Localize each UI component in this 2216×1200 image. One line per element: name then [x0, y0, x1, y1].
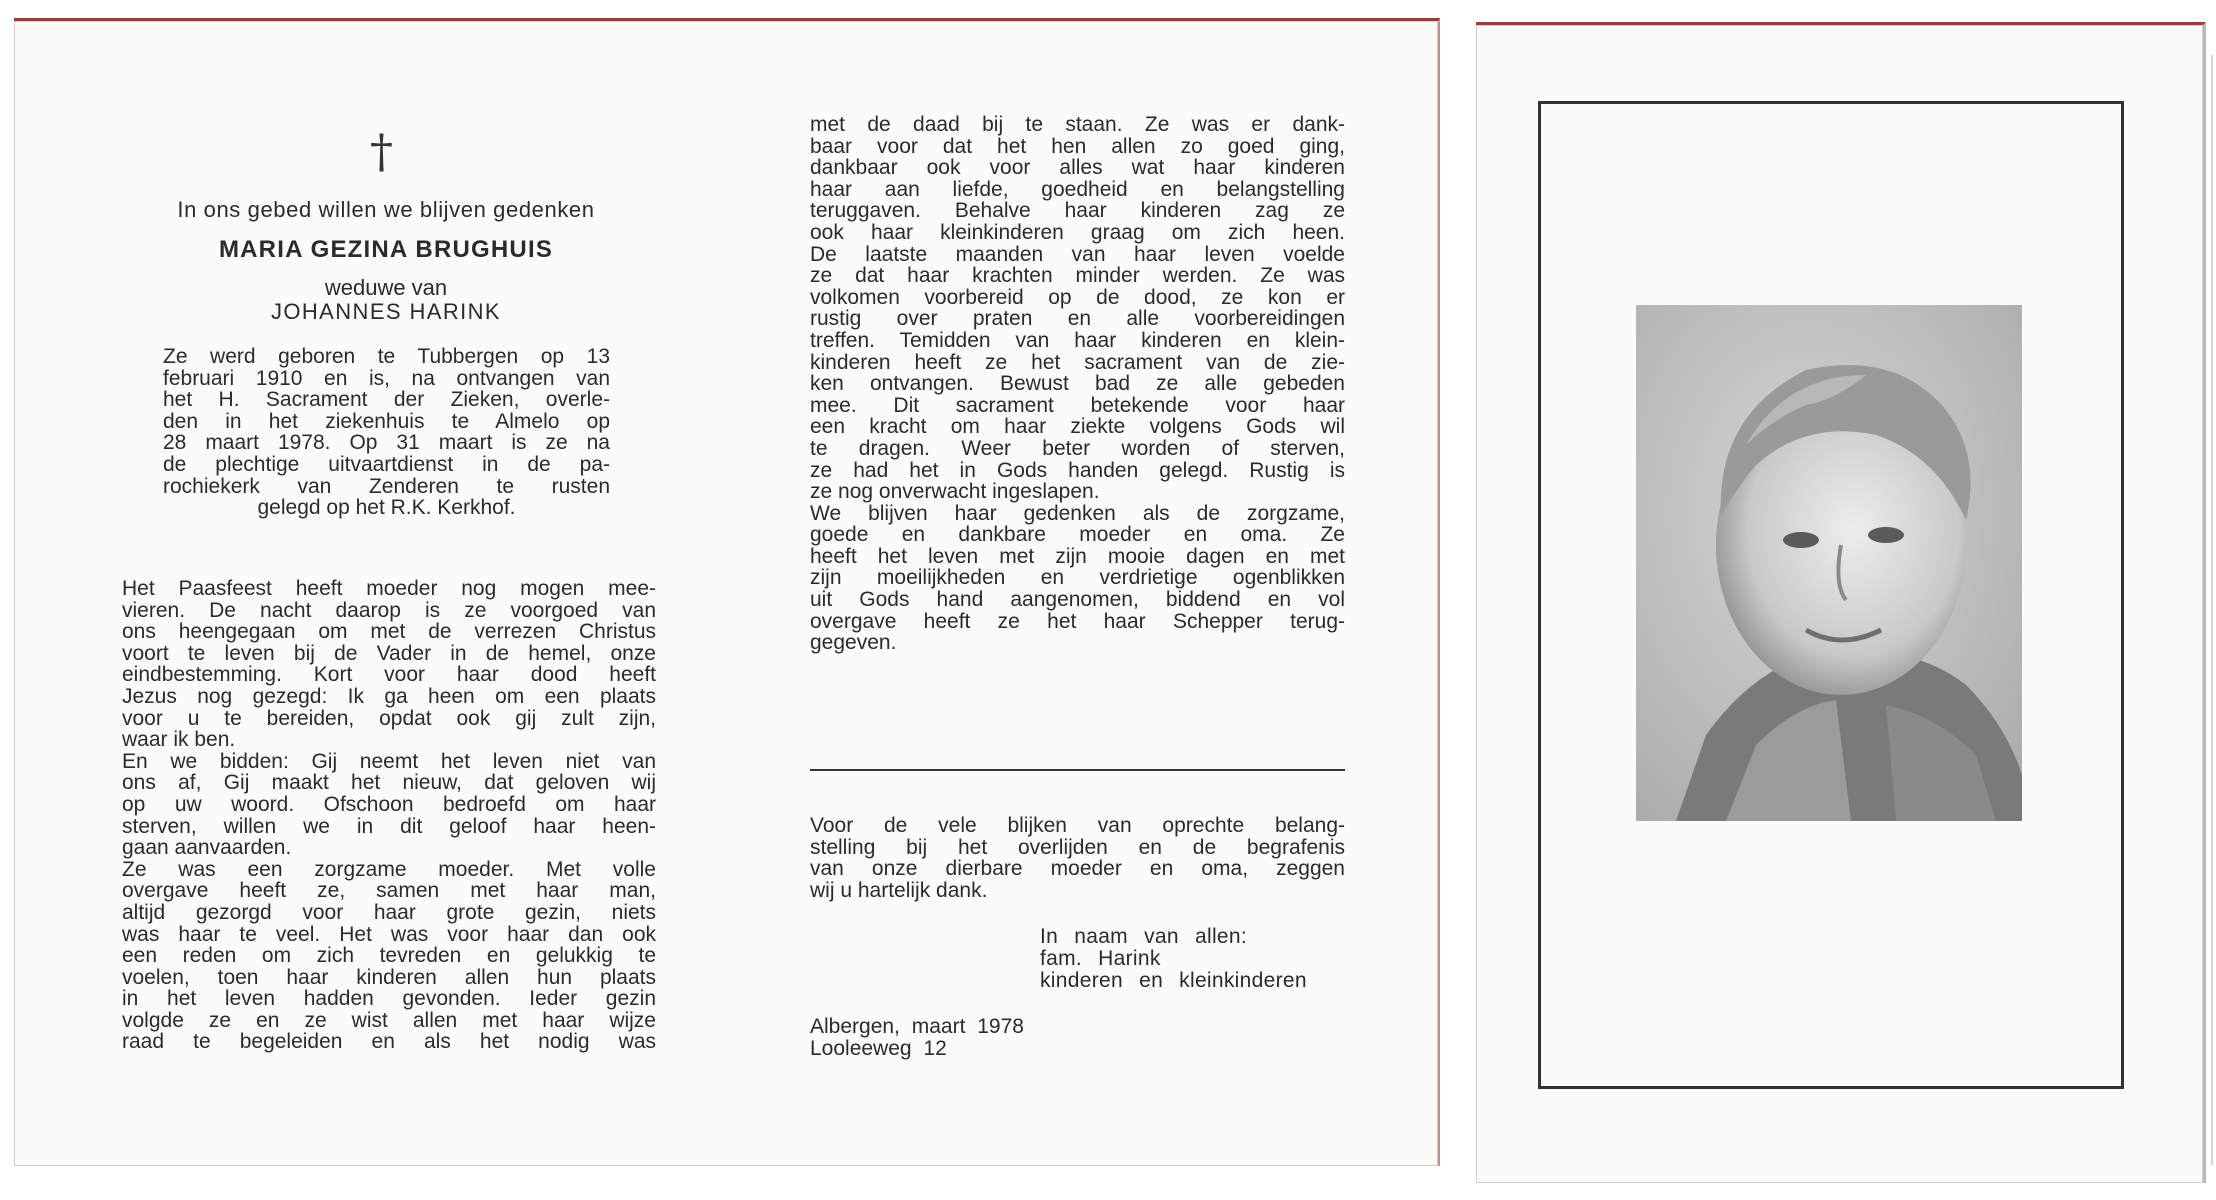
thanks-line: wij u hartelijk dank.	[810, 878, 988, 902]
body-line: ook haar kleinkinderen graag om zich heen.	[810, 220, 1345, 244]
body-line: overgave heeft ze, samen met haar man,	[122, 879, 656, 903]
body-line: gegeven.	[810, 631, 897, 655]
body-line: in het leven hadden gevonden. Ieder gezin	[122, 987, 656, 1011]
body-line: raad te begeleiden en als het nodig was	[122, 1030, 656, 1054]
body-text-left	[122, 578, 656, 1053]
thanks-line: stelling bij het overlijden en de begrafenis	[810, 835, 1345, 859]
body-line: altijd gezorgd voor haar grote gezin, niets	[122, 900, 656, 924]
body-line: De laatste maanden van haar leven voelde	[810, 242, 1345, 266]
body-text-right	[810, 114, 1345, 654]
bio-line: den in het ziekenhuis te Almelo op	[163, 409, 610, 433]
signoff	[1040, 926, 1307, 992]
body-line: volkomen voorbereid op de dood, ze kon er	[810, 285, 1345, 309]
thanks-line: Voor de vele blijken van oprechte belang-	[810, 814, 1345, 837]
cross-icon: †	[370, 124, 393, 178]
signoff-line: kinderen en kleinkinderen	[1040, 969, 1307, 992]
signoff-line: In naam van allen:	[1040, 925, 1248, 948]
body-line: een reden om zich tevreden en gelukkig te	[122, 944, 656, 968]
thanks-paragraph	[810, 815, 1345, 901]
address-line: Looleeweg 12	[810, 1037, 947, 1060]
bio-line: rochiekerk van Zenderen te rusten	[163, 474, 610, 498]
body-line: overgave heeft ze het haar Schepper terug-	[810, 609, 1345, 633]
body-line: zijn moeilijkheden en verdrietige ogenblikken	[810, 566, 1345, 590]
body-line: mee. Dit sacrament betekende voor haar	[810, 393, 1345, 417]
bio-line: de plechtige uitvaartdienst in de pa-	[163, 452, 610, 476]
body-line: ze nog onverwacht ingeslapen.	[810, 480, 1100, 504]
place-line: Albergen, maart 1978	[810, 1015, 1024, 1038]
body-line: ze had het in Gods handen gelegd. Rustig is	[810, 458, 1345, 482]
bio-line: het H. Sacrament der Zieken, overle-	[163, 388, 610, 412]
body-line: volgde ze en ze wist allen met haar wijze	[122, 1008, 656, 1032]
body-line: We blijven haar gedenken als de zorgzame,	[810, 501, 1345, 525]
body-line: te dragen. Weer beter worden of sterven,	[810, 436, 1345, 460]
portrait-photo	[1636, 305, 2022, 821]
body-line: voort te leven bij de Vader in de hemel, onze	[122, 641, 656, 665]
body-line: Ze was een zorgzame moeder. Met volle	[122, 857, 656, 881]
body-line: eindbestemming. Kort voor haar dood heeft	[122, 663, 656, 687]
body-line: treffen. Temidden van haar kinderen en klein-	[810, 328, 1345, 352]
husband-name: JOHANNES HARINK	[270, 299, 502, 324]
body-line: uit Gods hand aangenomen, biddend en vol	[810, 588, 1345, 612]
body-line: En we bidden: Gij neemt het leven niet van	[122, 749, 656, 773]
body-line: ken ontvangen. Bewust bad ze alle gebeden	[810, 372, 1345, 396]
widow-of-label: weduwe van	[324, 275, 448, 300]
body-line: gaan aanvaarden.	[122, 836, 292, 860]
body-line: ze dat haar krachten minder werden. Ze was	[810, 264, 1345, 288]
body-line: teruggaven. Behalve haar kinderen zag ze	[810, 199, 1345, 223]
thanks-line: van onze dierbare moeder en oma, zeggen	[810, 857, 1345, 881]
body-line: rustig over praten en alle voorbereidingen	[810, 307, 1345, 331]
body-line: kinderen heeft ze het sacrament van de zie-	[810, 350, 1345, 374]
divider-rule	[810, 769, 1345, 771]
signoff-line: fam. Harink	[1040, 947, 1161, 970]
body-line: goede en dankbare moeder en oma. Ze	[810, 523, 1345, 547]
place-date	[810, 1016, 1024, 1060]
body-line: heeft het leven met zijn mooie dagen en met	[810, 544, 1345, 568]
body-line: ons af, Gij maakt het nieuw, dat geloven wij	[122, 771, 656, 795]
body-line: een kracht om haar ziekte volgens Gods wil	[810, 415, 1345, 439]
body-line: was haar te veel. Het was voor haar dan ook	[122, 922, 656, 946]
bio-line: Ze werd geboren te Tubbergen op 13	[163, 345, 610, 368]
bio-line: februari 1910 en is, na ontvangen van	[163, 366, 610, 390]
body-line: haar aan liefde, goedheid en belangstelling	[810, 177, 1345, 201]
bio-line: gelegd op het R.K. Kerkhof.	[257, 496, 516, 520]
portrait-illustration	[1636, 305, 2022, 821]
body-line: Jezus nog gezegd: Ik ga heen om een plaats	[122, 684, 656, 708]
body-line: vieren. De nacht daarop is ze voorgoed van	[122, 598, 656, 622]
body-line: baar voor dat het hen allen zo goed ging,	[810, 134, 1345, 158]
body-line: waar ik ben.	[122, 728, 236, 752]
body-line: ons heengegaan om met de verrezen Christus	[122, 620, 656, 644]
body-line: voelen, toen haar kinderen allen hun plaats	[122, 965, 656, 989]
body-line: op uw woord. Ofschoon bedroefd om haar	[122, 792, 656, 816]
bio-line: 28 maart 1978. Op 31 maart is ze na	[163, 431, 610, 455]
body-line: voor u te bereiden, opdat ook gij zult zijn,	[122, 706, 656, 730]
biography	[163, 346, 610, 519]
body-line: met de daad bij te staan. Ze was er dank-	[810, 113, 1345, 136]
deceased-name: MARIA GEZINA BRUGHUIS	[218, 236, 554, 263]
body-line: sterven, willen we in dit geloof haar heen-	[122, 814, 656, 838]
body-line: dankbaar ook voor alles wat haar kinderen	[810, 156, 1345, 180]
prayer-line: In ons gebed willen we blijven gedenken	[177, 197, 595, 222]
body-line: Het Paasfeest heeft moeder nog mogen mee-	[122, 577, 656, 600]
